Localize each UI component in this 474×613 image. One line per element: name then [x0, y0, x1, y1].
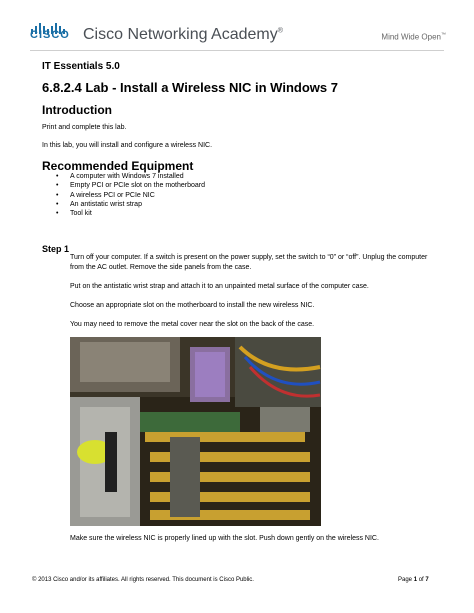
page-current: 1 [413, 577, 418, 583]
header-divider [30, 50, 444, 51]
step-paragraph: Turn off your computer. If a switch is present on the power supply, set the switch to “0” or “off”. Unplug the computer from the AC outlet. Remove the side panels from the case. [70, 254, 428, 271]
tagline [381, 32, 446, 42]
page-header [0, 0, 474, 52]
footer-page-number [398, 577, 429, 583]
step-paragraph: Make sure the wireless NIC is properly lined up with the slot. Push down gently on the wireless NIC. [70, 535, 379, 542]
trademark-mark: ™ [441, 32, 446, 38]
cisco-wordmark: CISCO [30, 29, 70, 41]
page-title: 6.8.2.4 Lab - Install a Wireless NIC in Windows 7 [42, 80, 338, 95]
course-series: IT Essentials 5.0 [42, 61, 120, 72]
academy-name [83, 26, 283, 44]
equipment-list [56, 172, 205, 218]
list-item: • Empty PCI or PCIe slot on the motherboard [56, 181, 205, 190]
intro-paragraph-2: In this lab, you will install and configure a wireless NIC. [42, 142, 213, 149]
equipment-heading: Recommended Equipment [42, 159, 194, 173]
academy-name-text: Cisco Networking Academy [83, 26, 278, 43]
list-item: • An antistatic wrist strap [56, 200, 205, 209]
list-item: • A computer with Windows 7 installed [56, 172, 205, 181]
introduction-heading: Introduction [42, 103, 112, 117]
page-total: 7 [425, 577, 429, 583]
step-paragraph: Choose an appropriate slot on the motherboard to install the new wireless NIC. [70, 302, 315, 309]
step-1-heading: Step 1 [42, 244, 70, 254]
of-word: of [418, 577, 424, 583]
step-paragraph: You may need to remove the metal cover near the slot on the back of the case. [70, 321, 315, 328]
registered-mark: ® [277, 27, 283, 35]
page-word: Page [398, 577, 413, 583]
list-item: • Tool kit [56, 209, 205, 218]
step-paragraph: Put on the antistatic wrist strap and attach it to an unpainted metal surface of the computer case. [70, 283, 369, 290]
footer-copyright: © 2013 Cisco and/or its affiliates. All rights reserved. This document is Cisco Public. [32, 577, 254, 583]
intro-paragraph-1: Print and complete this lab. [42, 124, 127, 131]
motherboard-photo [70, 337, 321, 526]
list-item: • A wireless PCI or PCIe NIC [56, 191, 205, 200]
tagline-text: Mind Wide Open [381, 32, 441, 42]
